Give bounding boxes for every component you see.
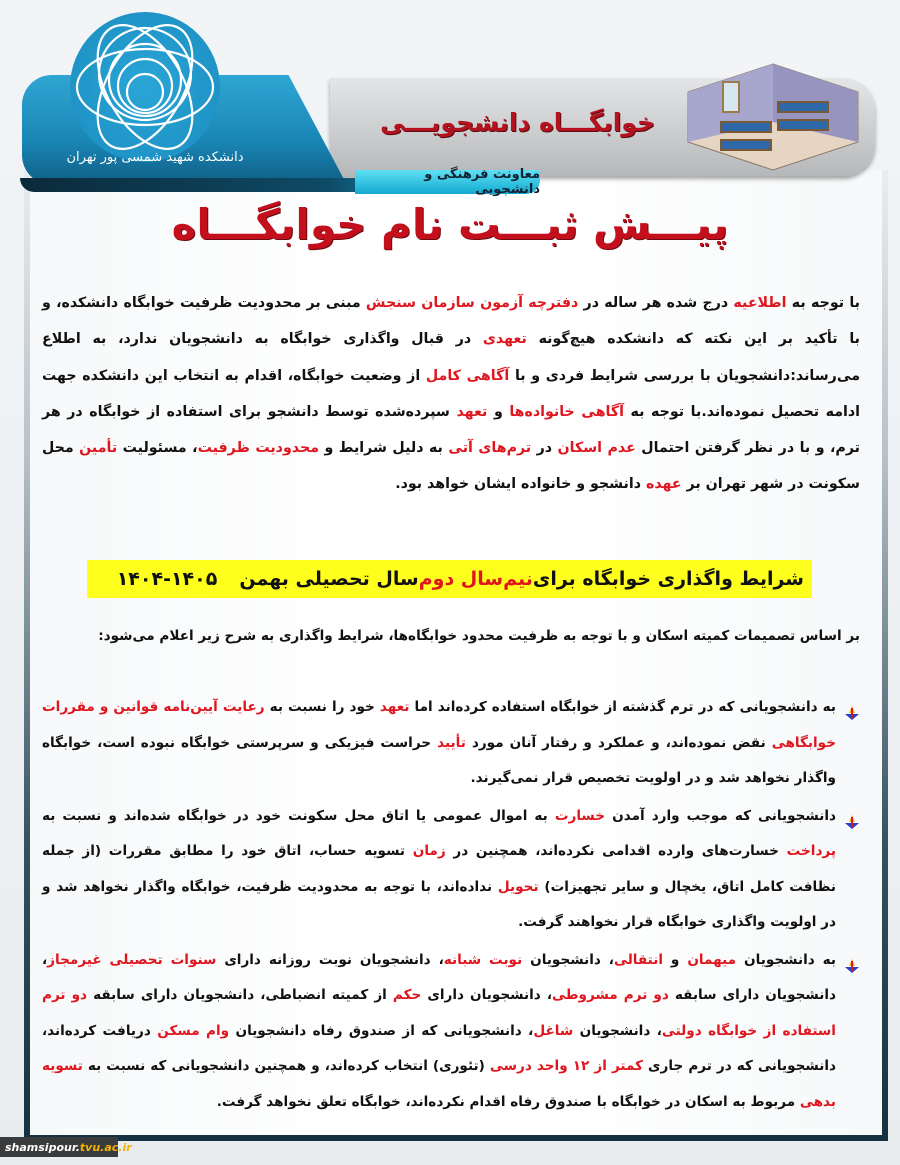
highlighted-text: تأیید [437,734,466,751]
deputy-label: معاونت فرهنگی و دانشجویی [355,170,540,194]
body-text: ، دانشجویان [522,951,614,968]
conditions-heading [87,560,812,598]
highlighted-text: پرداخت [786,843,836,859]
highlighted-text: خسارت [554,807,606,824]
bullet-arrow-icon [844,700,860,716]
body-text: ، دانشجویان نوبت روزانه دارای [216,951,444,968]
highlighted-text: رعایت آیین‌نامه قوانین و مقررات خوابگاهی [42,699,836,751]
body-text: (تئوری) انتخاب کرده‌اند، و همچنین دانشجویانی که نسبت به [82,1058,490,1074]
highlighted-text: تعهد [379,699,410,715]
body-text: نداده‌اند، با توجه به محدودیت ظرفیت، خوابگاه واگذار نخواهد شد و در اولویت واگذاری خوابگاه قرار نخواهند گرفت. [42,878,836,930]
body-text: به دانشجویان [736,951,837,968]
header-banner [0,0,900,200]
body-text: با توجه به [786,295,860,311]
university-logo-icon [70,12,220,162]
body-text: از وضعیت خوابگاه، اقدام به انتخاب این دانشکده جهت ادامه تحصیل نموده‌اند.با توجه به [42,367,860,420]
list-item [42,943,860,1121]
body-text: مربوط به اسکان در خوابگاه با صندوق رفاه اقدام نکرده‌اند، خوابگاه تعلق نخواهد گرفت. [216,1093,800,1110]
site-watermark [0,1137,132,1157]
highlighted-text: شاغل [533,1022,574,1039]
highlighted-text: دو ترم استفاده از خوابگاه دولتی [42,987,836,1039]
banner-title: خوابگـــاه دانشجویـــی [380,108,655,137]
intro-paragraph [42,285,860,503]
highlighted-text: میهمان [687,951,737,968]
highlighted-text: اطلاعیه [733,295,787,311]
body-text: ، دانشجویان دارای سابقه [42,951,836,1003]
conditions-heading-prefix: شرایط واگذاری خوابگاه برای [532,568,804,590]
body-text: ، مسئولیت [117,440,198,457]
body-text: دانشجویانی که موجب وارد آمدن [605,807,836,824]
highlighted-text: انتقالی [613,951,663,968]
dormitory-room-illustration [683,62,863,172]
body-text: نقض نموده‌اند، و عملکرد و رفتار آنان مورد [465,734,772,751]
body-text: مبنی بر محدودیت ظرفیت خوابگاه دانشکده، و با تأکید بر این نکته که دانشکده هیچ‌گونه [42,295,860,348]
body-text: درج شده هر ساله در [578,295,734,311]
list-item [42,799,860,941]
highlighted-text: تعهدی [482,331,527,348]
body-text: ، دانشجویانی که از صندوق رفاه دانشجویان [229,1022,534,1039]
body-text: از کمیته انضباطی، دانشجویان دارای سابقه [87,987,393,1003]
highlighted-text: وام مسکن [157,1022,230,1039]
highlighted-text: آگاهی کامل [425,367,510,384]
body-text: به دانشجویانی که در ترم گذشته از خوابگاه استفاده کرده‌اند اما [409,699,836,715]
highlighted-text: کمتر از ۱۲ واحد درسی [489,1058,643,1074]
body-text: سپرده‌شده توسط دانشجو برای استفاده از خوابگاه در هر ترم، و با در نظر گرفتن احتمال [42,403,860,457]
conditions-heading-suffix: سال تحصیلی بهمن [239,568,419,590]
conditions-heading-highlight: نیم‌سال دوم [418,568,533,590]
list-item [42,690,860,797]
body-text: به اموال عمومی یا اتاق محل سکونت خود در خوابگاه شده‌اند و نسبت به [42,807,555,824]
highlighted-text: تأمین [79,440,118,457]
body-text: در قبال واگذاری خوابگاه به دانشجویان ندارد، به اطلاع می‌رساند:دانشجویان با بررسی شرایط فردی و با [42,331,860,384]
academic-year: ۱۴۰۴-۱۴۰۵ [116,568,218,590]
highlighted-text: زمان [412,843,446,859]
body-text: حراست فیزیکی و سرپرستی خوابگاه نبوده است، خوابگاه واگذار نخواهد شد و در اولویت تخصیص قرار نمی‌گیرند. [42,734,836,786]
body-text: دریافت کرده‌اند، دانشجویانی که در ترم جاری [42,1022,836,1074]
body-text: خسارت‌های وارده اقدامی نکرده‌اند، همچنین در [445,843,787,859]
highlighted-text: آگاهی خانواده‌ها [509,403,624,420]
watermark-prefix: shamsipour. [5,1140,80,1154]
college-name: دانشکده شهید شمسی پور تهران [66,150,244,165]
watermark-domain: tvu.ac.ir [79,1140,132,1154]
highlighted-text: حکم [392,987,422,1003]
highlighted-text: نوبت شبانه [443,951,523,968]
bullet-arrow-icon [844,953,860,969]
body-text: دانشجو و خانواده ایشان خواهد بود. [395,476,646,493]
body-text: به دلیل شرایط و [318,440,449,457]
highlighted-text: سنوات تحصیلی غیرمجاز [47,951,217,968]
highlighted-text: ترم‌های آتی [448,440,532,457]
bullet-arrow-icon [844,809,860,825]
body-text: و [663,951,688,968]
highlighted-text: عدم اسکان [557,440,636,457]
highlighted-text: دو ترم مشروطی [552,987,669,1003]
highlighted-text: محدودیت ظرفیت [197,440,319,457]
highlighted-text: عهده [645,476,682,493]
body-text: ، دانشجویان [573,1022,662,1039]
body-text: در [531,440,558,457]
highlighted-text: تعهد [456,403,488,420]
conditions-intro: بر اساس تصمیمات کمیته اسکان و با توجه به ظرفیت محدود خوابگاه‌ها، شرایط واگذاری به شرح زیر اعلام می‌شود: [98,628,860,644]
page-title: پیـــش ثبـــت نام خوابگـــاه [171,200,729,249]
highlighted-text: دفترچه آزمون سازمان سنجش [365,295,579,311]
body-text: تسویه حساب، اتاق خود را مطابق مقررات (از جمله نظافت کامل اتاق، یخچال و سایر تجهیزات) [42,843,837,895]
highlighted-text: تحویل [497,878,539,895]
body-text: ، دانشجویان دارای [421,987,552,1003]
body-text: و [487,403,510,420]
body-text: محل سکونت در شهر تهران بر [42,440,860,493]
conditions-list [42,690,860,1122]
body-text: خود را نسبت به [264,699,380,715]
highlighted-text: تسویه بدهی [42,1058,836,1110]
